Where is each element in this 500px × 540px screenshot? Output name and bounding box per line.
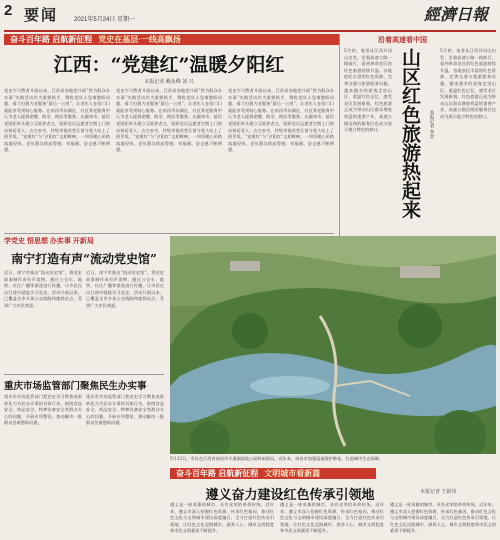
sidebar-headline: 山区红色旅游热起来 xyxy=(399,48,421,219)
story3-headline: 重庆市场监管部门聚焦民生办实事 xyxy=(4,381,147,392)
story4-headline: 遵义奋力建设红色传承引领地 xyxy=(205,488,375,503)
story4-banner-subtitle: 文明城市看新篇 xyxy=(264,469,321,478)
top-story-column-1: 党史学习教育开展以来，江西省各地把开展“我为群众办实事”实践活动作为重要抓手，聚焦老年人急难愁盼问题，着力打通为老服务“最后一公里”，让老年人在家门口就能享受到贴心服务。在南昌市东湖区，社区养老服务中心为老人提供助餐、助浴、助医等服务；在赣州市，基层党组织牵头建立互助养老点，组织党员志愿者定期上门探访独居老人；在吉安市，村级幸福食堂让留守老人吃上了热乎饭。“党建红”与“夕阳红”交相辉映，一项项暖心举措落地见效，老年群众的获得感、幸福感、安全感不断增强。 xyxy=(4,88,110,153)
page-header xyxy=(0,0,500,30)
aerial-photo-illustration xyxy=(170,236,496,454)
story2-column-2: 近日，南宁市推出“流动党史馆”，将党史故事制作成有声读物，通过公交车、地铁、社区广播等渠道进行传播，让市民在出行途中就能学习党史。活动开展以来，已覆盖全市多条公交线路和地铁站点，受到广大市民欢迎。 xyxy=(86,270,164,308)
top-story-headline: 江西：“党建红”温暖夕阳红 xyxy=(53,54,285,76)
story4-banner xyxy=(170,468,376,479)
top-story-column-2: 党史学习教育开展以来，江西省各地把开展“我为群众办实事”实践活动作为重要抓手，聚焦老年人急难愁盼问题，着力打通为老服务“最后一公里”，让老年人在家门口就能享受到贴心服务。在南昌市东湖区，社区养老服务中心为老人提供助餐、助浴、助医等服务；在赣州市，基层党组织牵头建立互助养老点，组织党员志愿者定期上门探访独居老人；在吉安市，村级幸福食堂让留守老人吃上了热乎饭。“党建红”与“夕阳红”交相辉映，一项项暖心举措落地见效，老年群众的获得感、幸福感、安全感不断增强。 xyxy=(116,88,222,153)
story4-banner-title: 奋斗百年路 启航新征程 xyxy=(176,469,259,478)
sidebar-label: 沿着高速看中国 xyxy=(378,37,427,44)
page-number: 2 xyxy=(4,2,13,19)
story4-byline: 本报记者 王新伟 xyxy=(420,489,457,495)
section-divider xyxy=(4,374,164,375)
sidebar-text-right: 5月初，笔者从江西井冈山出发，沿着高速公路一路前行，看到革命老区的红色旅游持续升温。各地依托丰富的红色资源，完善交通与旅游服务设施，越来越多的游客走进山区，重温红色记忆，感受老区发展新貌。红色旅游正成为带动山区群众增收致富的重要产业，高速公路沿线的服务区也成为展示地方特色的窗口。 xyxy=(440,48,496,119)
top-story-banner xyxy=(4,34,340,45)
banner-subtitle: 党史在基层·一线高飘扬 xyxy=(98,35,181,44)
sidebar-byline: 本报记者 李景 xyxy=(429,110,434,139)
story2-column-1: 近日，南宁市推出“流动党史馆”，将党史故事制作成有声读物，通过公交车、地铁、社区广播等渠道进行传播，让市民在出行途中就能学习党史。活动开展以来，已覆盖全市多条公交线路和地铁站点，受到广大市民欢迎。 xyxy=(4,270,82,308)
top-story-column-3: 党史学习教育开展以来，江西省各地把开展“我为群众办实事”实践活动作为重要抓手，聚焦老年人急难愁盼问题，着力打通为老服务“最后一公里”，让老年人在家门口就能享受到贴心服务。在南昌市东湖区，社区养老服务中心为老人提供助餐、助浴、助医等服务；在赣州市，基层党组织牵头建立互助养老点，组织党员志愿者定期上门探访独居老人；在吉安市，村级幸福食堂让留守老人吃上了热乎饭。“党建红”与“夕阳红”交相辉映，一项项暖心举措落地见效，老年群众的获得感、幸福感、安全感不断增强。 xyxy=(228,88,334,153)
story2-headline: 南宁打造有声“流动党史馆” xyxy=(11,252,157,266)
section-divider xyxy=(4,233,334,234)
banner-title: 奋斗百年路 启航新征程 xyxy=(10,35,93,44)
newspaper-logo: 經濟日報 xyxy=(424,5,489,24)
top-story-byline: 本报记者 赖永峰 刘 兴 xyxy=(144,79,194,85)
sidebar-text-left: 5月初，笔者从江西井冈山出发，沿着高速公路一路前行，看到革命老区的红色旅游持续升温。各地依托丰富的红色资源，完善交通与旅游服务设施，越来越多的游客走进山区，重温红色记忆，感受老区发展新貌。红色旅游正成为带动山区群众增收致富的重要产业，高速公路沿线的服务区也成为展示地方特色的窗口。 xyxy=(344,48,392,133)
issue-date: 2021年5月24日 星期一 xyxy=(74,17,136,23)
story2-label: 学党史 悟思想 办实事 开新局 xyxy=(4,238,94,245)
story4-column-1: 遵义是一座英雄的城市，具有光荣的革命传统。近年来，遵义市深入挖掘红色资源，传承红色基因，推动红色文化与文明城市建设深度融合，全力打造红色传承引领地，让红色文化浸润城市、滋养人心，城市文明程度和市民文明素质不断提升。 xyxy=(170,502,274,534)
header-rule xyxy=(4,30,496,32)
photo-caption: 5月22日，市民在江西省南昌市艾溪湖湿地公园休闲游玩。近年来，南昌市加强湿地保护修复，打造城市生态绿肺。 xyxy=(170,456,384,461)
story4-column-3: 遵义是一座英雄的城市，具有光荣的革命传统。近年来，遵义市深入挖掘红色资源，传承红色基因，推动红色文化与文明城市建设深度融合，全力打造红色传承引领地，让红色文化浸润城市、滋养人心，城市文明程度和市民文明素质不断提升。 xyxy=(390,502,496,534)
story3-column-1: 重庆市市场监管部门把党史学习教育成果转化为为民办实事的具体行动，围绕食品安全、药品安全、特种设备安全等群众关心的问题，开展专项整治，推动解决一批群众急难愁盼问题。 xyxy=(4,394,82,426)
section-title: 要闻 xyxy=(24,6,59,24)
wetland-park-photo xyxy=(170,236,496,454)
story4-column-2: 遵义是一座英雄的城市，具有光荣的革命传统。近年来，遵义市深入挖掘红色资源，传承红色基因，推动红色文化与文明城市建设深度融合，全力打造红色传承引领地，让红色文化浸润城市、滋养人心，城市文明程度和市民文明素质不断提升。 xyxy=(280,502,384,534)
story3-column-2: 重庆市市场监管部门把党史学习教育成果转化为为民办实事的具体行动，围绕食品安全、药品安全、特种设备安全等群众关心的问题，开展专项整治，推动解决一批群众急难愁盼问题。 xyxy=(86,394,164,426)
